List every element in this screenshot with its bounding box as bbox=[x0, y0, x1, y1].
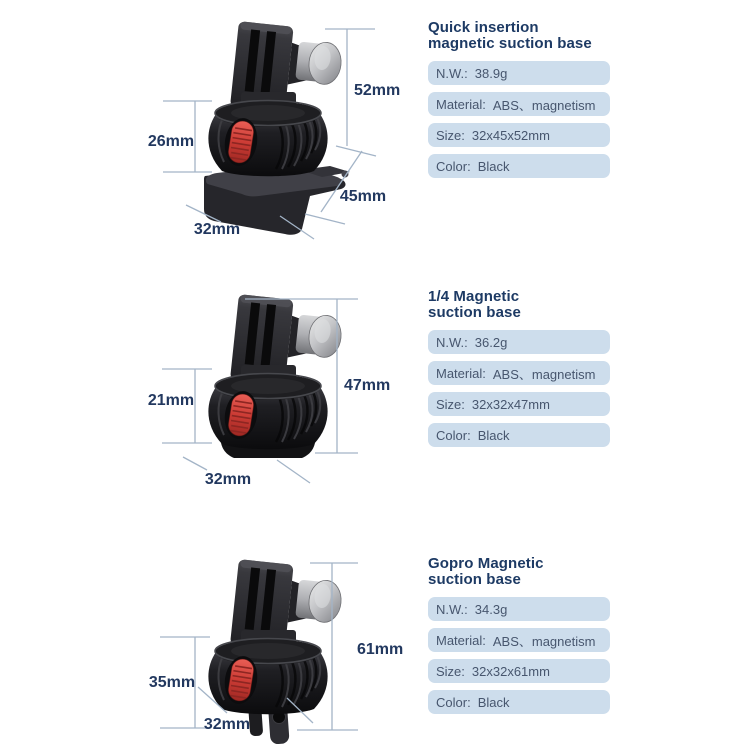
spec-value: 36.2g bbox=[474, 334, 508, 350]
dimension-label-height-2: 47mm bbox=[344, 377, 391, 394]
spec-label: Color: bbox=[436, 427, 471, 443]
product-info-panel-quick-insertion bbox=[428, 20, 610, 185]
spec-label: N.W.: bbox=[436, 334, 468, 350]
spec-label: Material: bbox=[436, 632, 486, 648]
spec-label: Size: bbox=[436, 663, 465, 679]
product-title-line1: Gopro Magnetic bbox=[428, 555, 544, 572]
spec-row-material bbox=[428, 628, 610, 652]
spec-value: ABS、magnetism bbox=[492, 366, 596, 382]
spec-value: Black bbox=[477, 158, 510, 174]
spec-row-net-weight bbox=[428, 61, 610, 85]
spec-label: Material: bbox=[436, 365, 486, 381]
dimension-label-width-1: 32mm bbox=[193, 221, 241, 238]
spec-row-color bbox=[428, 690, 610, 714]
spec-label: Material: bbox=[436, 96, 486, 112]
product-title-line2: suction base bbox=[428, 304, 521, 322]
spec-row-net-weight bbox=[428, 330, 610, 354]
product-title-line2: magnetic suction base bbox=[428, 35, 592, 53]
spec-row-net-weight bbox=[428, 597, 610, 621]
dimension-label-depth-1: 45mm bbox=[339, 188, 387, 205]
spec-value: ABS、magnetism bbox=[492, 633, 596, 649]
product-title-line1: Quick insertion bbox=[428, 19, 539, 36]
product-title-line1: 1/4 Magnetic bbox=[428, 288, 520, 305]
dimension-label-height-3: 61mm bbox=[357, 641, 404, 658]
spec-value: ABS、magnetism bbox=[492, 97, 596, 113]
spec-label: Color: bbox=[436, 694, 471, 710]
spec-row-size bbox=[428, 659, 610, 683]
spec-label: N.W.: bbox=[436, 601, 468, 617]
product-title bbox=[428, 289, 610, 321]
dimension-label-width-2: 32mm bbox=[204, 471, 252, 488]
dimension-label-side-1: 26mm bbox=[147, 133, 195, 150]
spec-label: Color: bbox=[436, 158, 471, 174]
product-title bbox=[428, 20, 610, 52]
spec-value: 32x32x47mm bbox=[471, 396, 550, 412]
spec-row-size bbox=[428, 123, 610, 147]
product-title-line2: suction base bbox=[428, 571, 521, 589]
spec-label: Size: bbox=[436, 127, 465, 143]
dimension-label-side-3: 35mm bbox=[148, 674, 196, 691]
spec-row-color bbox=[428, 154, 610, 178]
product-info-panel-gopro bbox=[428, 556, 610, 721]
spec-value: 38.9g bbox=[474, 65, 508, 81]
product-title bbox=[428, 556, 610, 588]
spec-value: Black bbox=[477, 427, 510, 443]
spec-row-size bbox=[428, 392, 610, 416]
spec-value: Black bbox=[477, 694, 510, 710]
spec-value: 34.3g bbox=[474, 601, 508, 617]
product-info-panel-quarter bbox=[428, 289, 610, 454]
spec-row-material bbox=[428, 361, 610, 385]
dimension-label-width-3: 32mm bbox=[203, 716, 251, 733]
spec-label: Size: bbox=[436, 396, 465, 412]
dimension-label-side-2: 21mm bbox=[147, 392, 195, 409]
spec-row-material bbox=[428, 92, 610, 116]
product-image-quarter bbox=[208, 294, 344, 458]
product-image-quick-insertion bbox=[204, 21, 350, 235]
spec-label: N.W.: bbox=[436, 65, 468, 81]
spec-value: 32x45x52mm bbox=[471, 127, 550, 143]
spec-value: 32x32x61mm bbox=[471, 663, 550, 679]
dimension-label-height-1: 52mm bbox=[354, 82, 401, 99]
spec-row-color bbox=[428, 423, 610, 447]
